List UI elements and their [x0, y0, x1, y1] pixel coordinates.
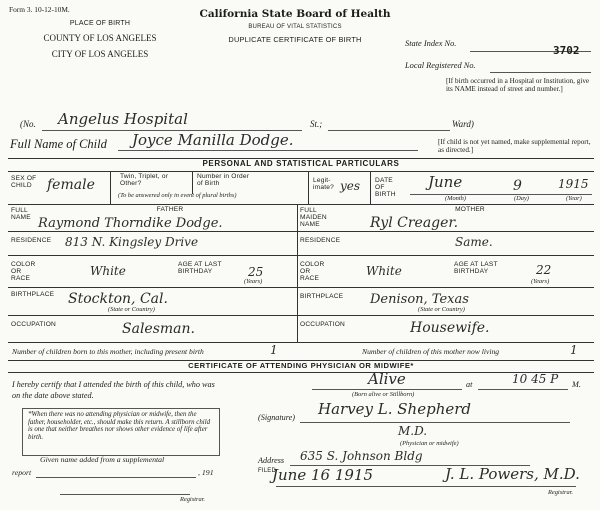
father-birthplace-label: BIRTHPLACE: [11, 291, 55, 298]
mother-heading: MOTHER: [455, 206, 485, 213]
mother-color-value: White: [366, 264, 402, 278]
sex-value: female: [47, 177, 95, 193]
physician-address: 635 S. Johnson Bldg: [300, 449, 423, 463]
hospital-note: [If birth occurred in a Hospital or Institution, give its NAME instead of street and number.]: [446, 77, 590, 93]
twin-label: Twin, Triplet, or Other?: [120, 173, 169, 187]
mother-birthplace-value: Denison, Texas: [370, 292, 469, 307]
father-birthplace-value: Stockton, Cal.: [68, 291, 168, 307]
bureau-title: BUREAU OF VITAL STATISTICS: [248, 24, 342, 30]
father-color-value: White: [90, 264, 126, 278]
mother-name-value: Ryl Creager.: [370, 215, 459, 231]
father-name-value: Raymond Thorndike Dodge.: [38, 216, 223, 231]
personal-section-heading: PERSONAL AND STATISTICAL PARTICULARS: [202, 159, 400, 168]
report-label: report: [12, 468, 32, 477]
street-label: St.;: [310, 119, 323, 129]
children-living-value: 1: [570, 343, 578, 357]
physician-md: M.D.: [398, 424, 428, 438]
registrar-signature: J. L. Powers, M.D.: [445, 465, 580, 483]
day-caption: (Day): [514, 195, 529, 202]
local-registered-label: Local Registered No.: [405, 61, 476, 70]
mother-color-label: COLOR OR RACE: [300, 261, 325, 282]
father-residence-value: 813 N. Kingsley Drive: [65, 235, 199, 249]
mother-years-caption: (Years): [531, 278, 550, 285]
plural-note: (To be answered only in event of plural births): [118, 192, 237, 199]
legit-label: Legit-imate?: [313, 177, 334, 191]
child-name-label: Full Name of Child: [10, 137, 107, 151]
month-caption: (Month): [445, 195, 466, 202]
physician-signature: Harvey L. Shepherd: [318, 400, 472, 418]
hospital-name: Angelus Hospital: [58, 110, 188, 128]
address-label: Address: [258, 456, 285, 465]
father-state-caption: (State or Country): [108, 306, 155, 313]
mother-state-caption: (State or Country): [418, 306, 465, 313]
mother-residence-value: Same.: [455, 235, 493, 249]
year-caption: (Year): [566, 195, 582, 202]
father-residence-label: RESIDENCE: [11, 237, 52, 244]
mother-birthplace-label: BIRTHPLACE: [300, 293, 344, 300]
place-of-birth-heading: PLACE OF BIRTH: [69, 20, 131, 27]
m-label: M.: [572, 380, 581, 389]
birth-time-value: 10 45 P: [512, 372, 559, 386]
father-age-label: AGE AT LAST BIRTHDAY: [178, 261, 222, 275]
ward-label: Ward): [452, 119, 474, 129]
children-born-label: Number of children born to this mother, including present birth: [12, 347, 204, 356]
report-year-suffix: , 191: [198, 468, 214, 477]
mother-age-value: 22: [536, 263, 552, 277]
street-no-label: (No.: [20, 119, 36, 129]
mother-residence-label: RESIDENCE: [300, 237, 341, 244]
state-index-label: State Index No.: [405, 39, 457, 48]
children-born-value: 1: [270, 343, 278, 357]
state-index-value: 3702: [553, 44, 580, 57]
father-color-label: COLOR OR RACE: [11, 261, 36, 282]
form-number: Form 3. 10-12-10M.: [9, 5, 70, 14]
child-name-value: Joyce Manilla Dodge.: [132, 131, 294, 149]
certify-statement-line1: I hereby certify that I attended the birth of this child, who was: [12, 380, 215, 389]
board-title: California State Board of Health: [199, 8, 391, 20]
father-occupation-label: OCCUPATION: [11, 321, 56, 328]
father-occupation-value: Salesman.: [122, 321, 195, 337]
mother-occupation-value: Housewife.: [410, 320, 490, 336]
at-label: at: [466, 380, 473, 389]
footnote-text: *When there was no attending physician or midwife, then the father, householder, etc., should make this return. A stillborn child is one that neither breathes nor shows other evidence of life after birth.: [28, 411, 211, 442]
filed-date: June 16 1915: [272, 466, 374, 484]
father-name-label: FULL NAME: [11, 207, 31, 221]
date-day: 9: [513, 178, 522, 194]
order-label: Number in Order of Birth: [197, 173, 250, 187]
certificate-section-heading: CERTIFICATE OF ATTENDING PHYSICIAN OR MIDWIFE*: [188, 361, 414, 370]
date-month: June: [428, 173, 463, 191]
filed-label: FILED: [258, 468, 277, 474]
sex-label: SEX OF CHILD: [11, 175, 37, 189]
physician-caption: (Physician or midwife): [400, 440, 459, 447]
document-title: DUPLICATE CERTIFICATE OF BIRTH: [228, 35, 362, 44]
father-age-value: 25: [248, 265, 264, 279]
child-not-named-note: [If child is not yet named, make supplemental report, as directed.]: [438, 138, 591, 154]
certify-statement-line2: on the date above stated.: [12, 391, 94, 400]
city-label: CITY OF LOS ANGELES: [51, 49, 149, 59]
legit-value: yes: [340, 179, 361, 193]
date-year: 1915: [558, 177, 589, 191]
birth-status-value: Alive: [368, 370, 406, 388]
registrar-label-right: Registrar.: [548, 489, 574, 496]
father-years-caption: (Years): [244, 278, 263, 285]
county-label: COUNTY OF LOS ANGELES: [43, 33, 157, 43]
mother-age-label: AGE AT LAST BIRTHDAY: [454, 261, 498, 275]
registrar-label-left: Registrar.: [180, 496, 206, 503]
mother-name-label: FULL MAIDEN NAME: [300, 207, 327, 228]
mother-occupation-label: OCCUPATION: [300, 321, 345, 328]
alive-caption: (Born alive or Stillborn): [352, 391, 415, 398]
date-label: DATE OF BIRTH: [375, 177, 396, 198]
signature-label: (Signature): [258, 413, 295, 422]
father-heading: FATHER: [156, 206, 184, 213]
given-name-line1: Given name added from a supplemental: [40, 455, 165, 464]
children-living-label: Number of children of this mother now living: [362, 347, 500, 356]
